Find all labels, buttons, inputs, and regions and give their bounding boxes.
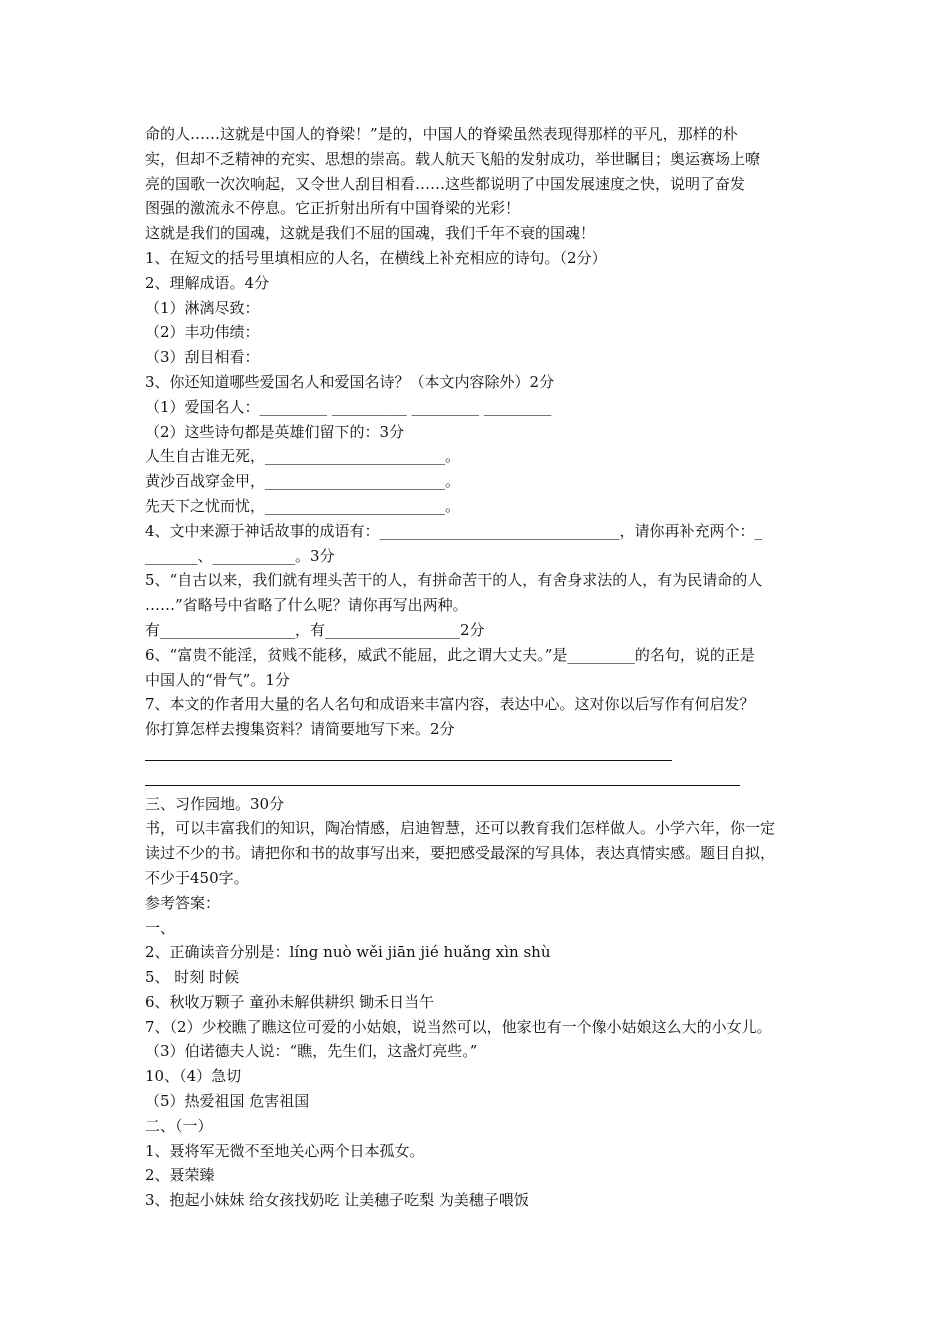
question-3-item-2: （2）这些诗句都是英雄们留下的：3分 [145,422,405,441]
passage-line: 这就是我们的国魂，这就是我们不屈的国魂，我们千年不衰的国魂！ [145,224,596,243]
poem-line: 黄沙百战穿金甲，________________________。 [145,472,461,491]
answer-line-item: 一、 [145,918,176,937]
question-5-cont: ……”省略号中省略了什么呢？请你再写出两种。 [145,596,468,615]
answer-key-section [145,891,815,1213]
question-7: 7、本文的作者用大量的名人名句和成语来丰富内容，表达中心。这对你以后写作有何启发？ [145,695,755,714]
answer-line [145,742,815,767]
answer-line-item: 2、正确读音分别是：líng nuò wěi jiān jié huǎng xìn shù [145,943,551,962]
answer-line-item: 3、抱起小妹妹 给女孩找奶吃 让美穗子吃梨 为美穗子喂饭 [145,1191,529,1210]
answer-line [145,767,815,792]
poem-line: 先天下之忧而忧，________________________。 [145,496,461,515]
question-2: 2、理解成语。4分 [145,273,270,292]
answer-line-item: 7、（2）少校瞧了瞧这位可爱的小姑娘，说当然可以，他家也有一个像小姑娘这么大的小女儿。 [145,1017,772,1036]
document-body [145,122,815,1213]
question-7-cont: 你打算怎样去搜集资料？请简要地写下来。2分 [145,720,455,739]
answer-line-item: （5）热爱祖国 危害祖国 [145,1092,310,1111]
question-1: 1、在短文的括号里填相应的人名，在横线上补充相应的诗句。（2分） [145,248,607,267]
answer-line-item: 6、秋收万颗子 童孙未解供耕织 锄禾日当午 [145,992,435,1011]
question-4-cont: _______、___________。3分 [145,546,335,565]
question-5-blanks: 有__________________，有__________________2分 [145,620,485,639]
poem-line: 人生自古谁无死，________________________。 [145,447,461,466]
passage-line: 实，但却不乏精神的充实、思想的崇高。载人航天飞船的发射成功，举世瞩目；奥运赛场上嘹 [145,149,761,168]
question-5: 5、“自古以来，我们就有埋头苦干的人，有拼命苦干的人，有舍身求法的人，有为民请命的人 [145,571,763,590]
answer-line-item: 5、 时刻 时候 [145,968,240,987]
composition-prompt-line: 读过不少的书。请把你和书的故事写出来，要把感受最深的写具体，表达真情实感。题目自拟， [145,844,776,863]
composition-prompt-line: 书，可以丰富我们的知识，陶冶情感，启迪智慧，还可以教育我们怎样做人。小学六年，你一定 [145,819,776,838]
section-heading: 三、习作园地。30分 [145,794,285,813]
question-2-item-3: （3）刮目相看： [145,348,260,367]
answer-line-item: 二、（一） [145,1116,213,1135]
answer-line-item: 2、聂荣臻 [145,1166,215,1185]
question-6-cont: 中国人的“骨气”。1分 [145,670,290,689]
passage-line: 图强的激流永不停息。它正折射出所有中国脊梁的光彩！ [145,199,521,218]
question-4: 4、文中来源于神话故事的成语有：________________________________，请你再补充两个：_ [145,521,763,540]
composition-prompt-line: 不少于450字。 [145,868,249,887]
question-2-item-1: （1）淋漓尽致： [145,298,260,317]
answer-line-item: 10、（4）急切 [145,1067,242,1086]
question-3: 3、你还知道哪些爱国名人和爱国名诗？（本文内容除外）2分 [145,372,555,391]
passage-section [145,122,815,246]
passage-line: 命的人……这就是中国人的脊梁！”是的，中国人的脊梁虽然表现得那样的平凡，那样的朴 [145,125,738,143]
questions-section [145,246,815,792]
question-3-item-1: （1）爱国名人：_________ __________ _________ _________ [145,397,552,416]
question-6: 6、“富贵不能淫，贫贱不能移，威武不能屈，此之谓大丈夫。”是_________的名句，说的正是 [145,645,755,664]
question-2-item-2: （2）丰功伟绩： [145,323,260,342]
composition-section [145,792,815,891]
answer-key-heading: 参考答案： [145,893,221,912]
passage-line: 亮的国歌一次次响起，又令世人刮目相看……这些都说明了中国发展速度之快，说明了奋发 [145,174,746,193]
answer-line-item: （3）伯诺德夫人说：“瞧，先生们，这盏灯亮些。” [145,1042,478,1061]
answer-line-item: 1、聂将军无微不至地关心两个日本孤女。 [145,1141,425,1160]
